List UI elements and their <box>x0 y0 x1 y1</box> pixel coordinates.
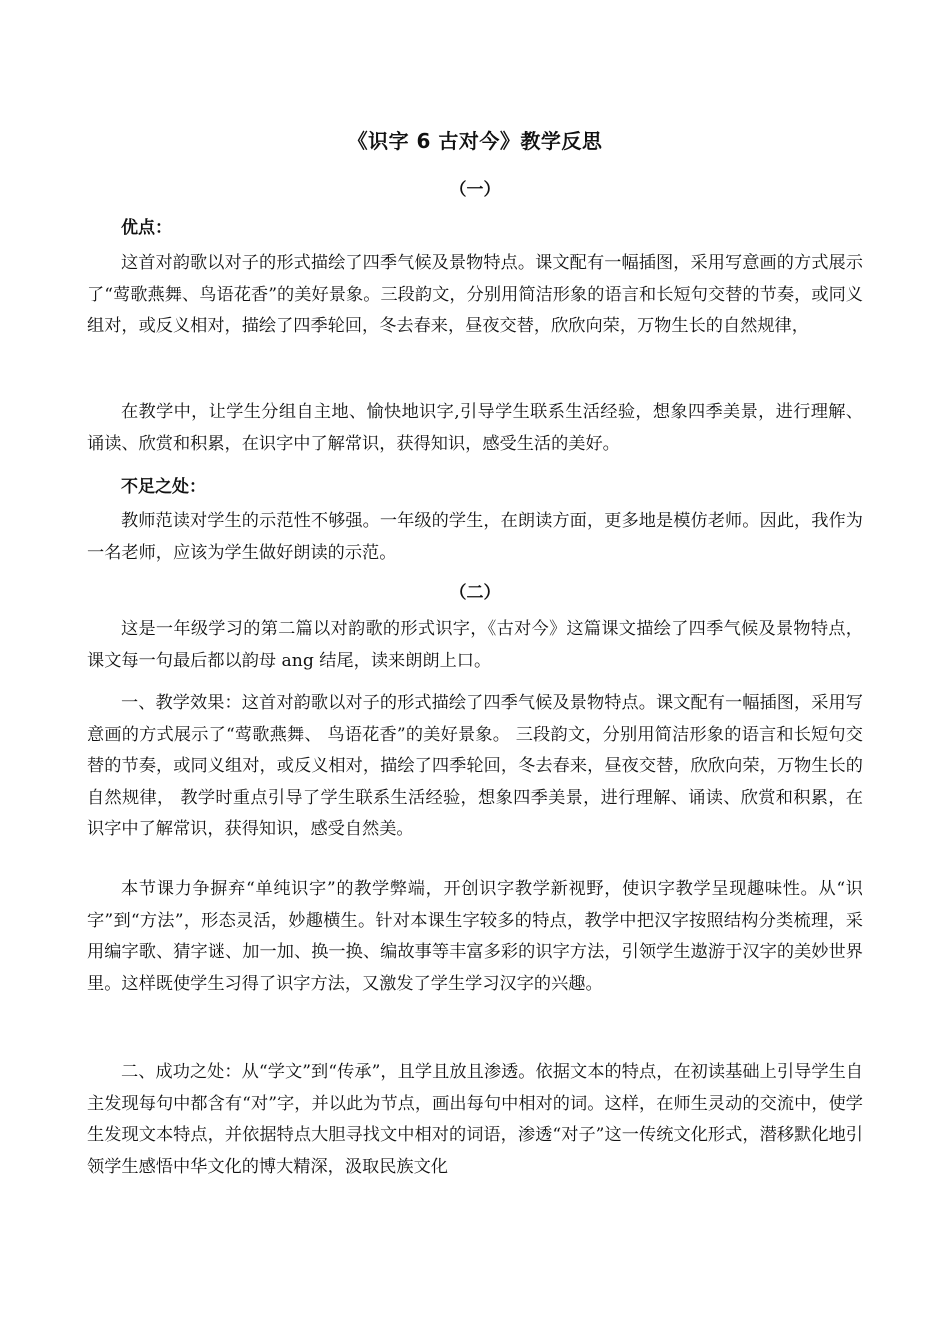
strengths-label: 优点： <box>121 218 172 238</box>
paragraph-1-1: 这首对韵歌以对子的形式描绘了四季气候及景物特点。课文配有一幅插图，采用写意画的方式展示了“莺歌燕舞、鸟语花香”的美好景象。三段韵文，分别用简洁形象的语言和长短句交替的节奏，或同义组对，或反义相对，描绘了四季轮回，冬去春来，昼夜交替，欣欣向荣，万物生长的自然规律， <box>87 253 863 336</box>
paragraph-2-2: 一、教学效果：这首对韵歌以对子的形式描绘了四季气候及景物特点。课文配有一幅插图，采用写意画的方式展示了“莺歌燕舞、 鸟语花香”的美好景象。 三段韵文，分别用简洁形象的语言和长短句交替的节奏，或同义组对，或反义相对，描绘了四季轮回，冬去春来，昼夜交替，欣欣向荣，万物生长的自然规律， 教学时重点引导了学生联系生活经验，想象四季美景，进行理解、诵读、欣赏和积累，在识字中了解常识，获得知识，感受自然美。 <box>87 693 863 839</box>
paragraph-2-3: 本节课力争摒弃“单纯识字”的教学弊端，开创识字教学新视野，使识字教学呈现趣味性。从“识字”到“方法”，形态灵活，妙趣横生。针对本课生字较多的特点，教学中把汉字按照结构分类梳理，采用编字歌、猜字谜、加一加、换一换、编故事等丰富多彩的识字方法，引领学生遨游于汉字的美妙世界里。这样既使学生习得了识字方法，又激发了学生学习汉字的兴趣。 <box>87 879 863 994</box>
document-title: 《识字 6 古对今》教学反思 <box>347 129 603 153</box>
section-heading-2: （二） <box>449 583 501 603</box>
paragraph-1-2: 在教学中，让学生分组自主地、愉快地识字,引导学生联系生活经验，想象四季美景，进行理解、诵读、欣赏和积累，在识字中了解常识，获得知识，感受生活的美好。 <box>87 402 863 454</box>
paragraph-2-1: 这是一年级学习的第二篇以对韵歌的形式识字，《古对今》这篇课文描绘了四季气候及景物特点，课文每一句最后都以韵母 ang 结尾，读来朗朗上口。 <box>87 619 863 671</box>
paragraph-1-3: 教师范读对学生的示范性不够强。一年级的学生，在朗读方面，更多地是模仿老师。因此，我作为一名老师，应该为学生做好朗读的示范。 <box>87 511 863 563</box>
paragraph-2-4: 二、成功之处：从“学文”到“传承”，且学且放且渗透。依据文本的特点，在初读基础上引导学生自主发现每句中都含有“对”字，并以此为节点，画出每句中相对的词。这样，在师生灵动的交流中，使学生发现文本特点，并依据特点大胆寻找文中相对的词语，渗透“对子”这一传统文化形式，潜移默化地引领学生感悟中华文化的博大精深，汲取民族文化 <box>87 1062 863 1177</box>
weakness-label: 不足之处： <box>121 477 206 497</box>
section-heading-1: （一） <box>449 180 501 200</box>
